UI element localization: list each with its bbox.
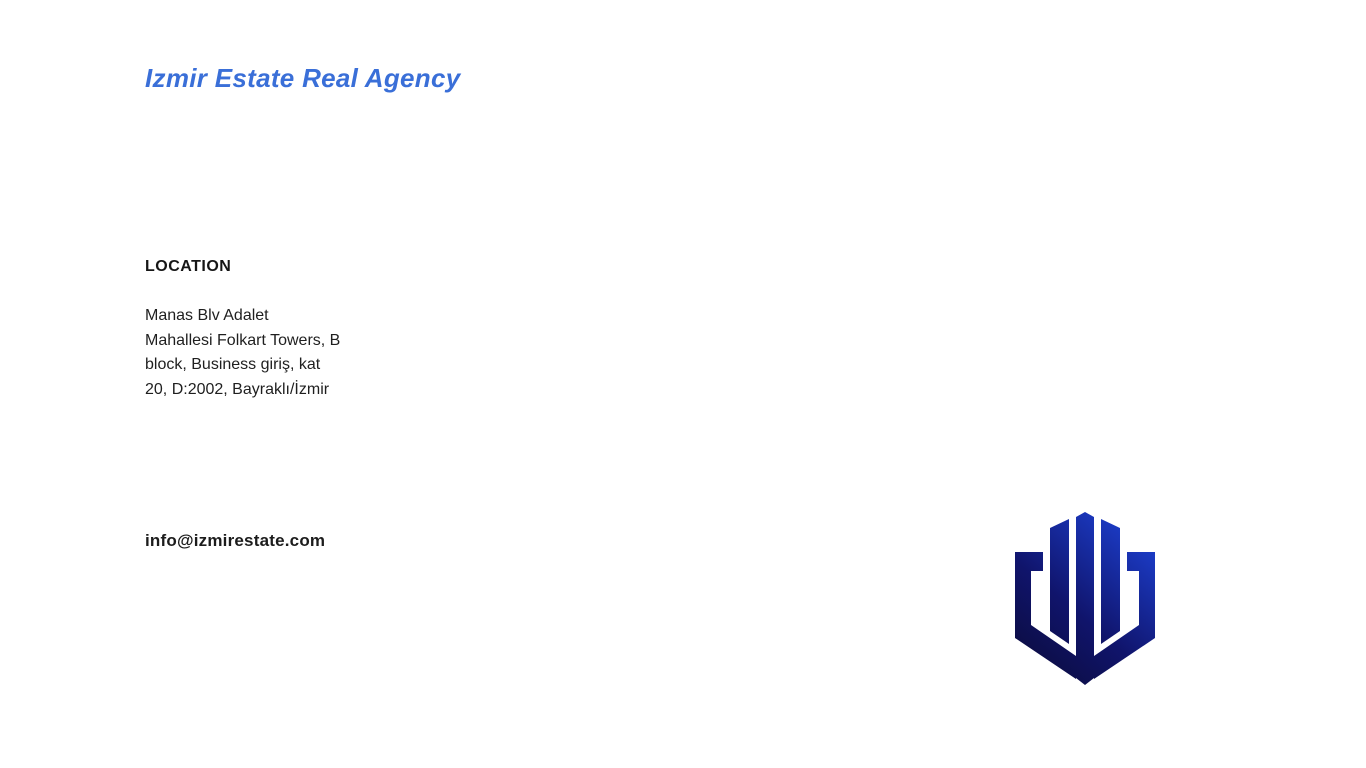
address-line-2: Mahallesi Folkart Towers, B (145, 331, 341, 349)
location-heading: LOCATION (145, 258, 232, 275)
address-block (145, 304, 340, 402)
address-line-4: 20, D:2002, Bayraklı/İzmir (145, 380, 330, 398)
address-line-1: Manas Blv Adalet (145, 307, 269, 324)
building-logo-icon (1014, 508, 1156, 690)
contact-email-link[interactable]: info@izmirestate.com (145, 531, 326, 550)
address-line-3: block, Business giriş, kat (145, 356, 321, 373)
brand-title[interactable]: Izmir Estate Real Agency (145, 63, 461, 93)
